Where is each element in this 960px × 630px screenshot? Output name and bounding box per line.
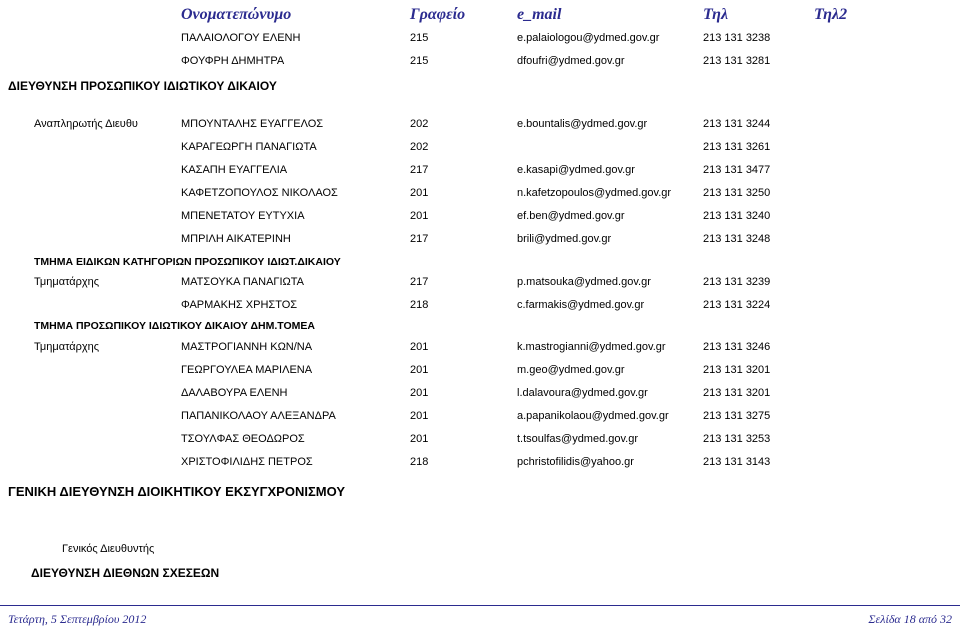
column-header-phone: Τηλ [703,6,729,23]
row-phone: 213 131 3244 [703,118,771,130]
row-phone: 213 131 3143 [703,456,771,468]
row-name: ΓΕΩΡΓΟΥΛΕΑ ΜΑΡΙΛΕΝΑ [181,364,313,376]
row-name: ΚΑΣΑΠΗ ΕΥΑΓΓΕΛΙΑ [181,164,288,176]
column-header-name: Ονοματεπώνυμο [181,6,292,23]
row-phone: 213 131 3261 [703,141,771,153]
row-office: 201 [410,341,429,353]
row-office: 217 [410,164,429,176]
row-name: ΔΑΛΑΒΟΥΡΑ ΕΛΕΝΗ [181,387,288,399]
row-office: 217 [410,276,429,288]
row-name: ΜΑΣΤΡΟΓΙΑΝΝΗ ΚΩΝ/ΝΑ [181,341,313,353]
row-name: ΜΠΕΝΕΤΑΤΟΥ ΕΥΤΥΧΙΑ [181,210,305,222]
row-office: 215 [410,55,429,67]
section-heading-international: ΔΙΕΥΘΥΝΣΗ ΔΙΕΘΝΩΝ ΣΧΕΣΕΩΝ [31,566,220,580]
row-phone: 213 131 3246 [703,341,771,353]
column-header-email: e_mail [517,6,562,23]
section-heading-dept-public: ΤΜΗΜΑ ΠΡΟΣΩΠΙΚΟΥ ΙΔΙΩΤΙΚΟΥ ΔΙΚΑΙΟΥ ΔΗΜ.ΤΟΜΕΑ [34,320,315,332]
row-phone: 213 131 3239 [703,276,771,288]
row-email[interactable]: c.farmakis@ydmed.gov.gr [517,299,645,311]
row-email[interactable]: p.matsouka@ydmed.gov.gr [517,276,651,288]
row-phone: 213 131 3250 [703,187,771,199]
row-phone: 213 131 3275 [703,410,771,422]
row-role: Αναπληρωτής Διευθυ [34,118,138,130]
row-email[interactable]: pchristofilidis@yahoo.gr [517,456,634,468]
row-email[interactable]: t.tsoulfas@ydmed.gov.gr [517,433,639,445]
row-office: 217 [410,233,429,245]
row-name: ΜΠΟΥΝΤΑΛΗΣ ΕΥΑΓΓΕΛΟΣ [181,118,324,130]
row-office: 201 [410,410,429,422]
row-email[interactable]: brili@ydmed.gov.gr [517,233,612,245]
column-header-office: Γραφείο [410,6,466,23]
row-phone: 213 131 3201 [703,387,771,399]
row-role: Τμηματάρχης [34,276,100,288]
row-email[interactable]: ef.ben@ydmed.gov.gr [517,210,625,222]
row-office: 202 [410,118,429,130]
row-office: 202 [410,141,429,153]
general-director-label: Γενικός Διευθυντής [62,543,155,555]
column-header-phone2: Τηλ2 [814,6,848,23]
row-office: 218 [410,299,429,311]
row-office: 201 [410,187,429,199]
row-phone: 213 131 3248 [703,233,771,245]
row-name: ΦΑΡΜΑΚΗΣ ΧΡΗΣΤΟΣ [181,299,298,311]
section-heading-general-directorate: ΓΕΝΙΚΗ ΔΙΕΥΘΥΝΣΗ ΔΙΟΙΚΗΤΙΚΟΥ ΕΚΣΥΓΧΡΟΝΙΣΜΟΥ [8,484,346,499]
section-heading-dept-special: ΤΜΗΜΑ ΕΙΔΙΚΩΝ ΚΑΤΗΓΟΡΙΩΝ ΠΡΟΣΩΠΙΚΟΥ ΙΔΙΩΤ.ΔΙΚΑΙΟΥ [34,256,341,268]
row-office: 201 [410,387,429,399]
row-email[interactable]: e.kasapi@ydmed.gov.gr [517,164,635,176]
row-email[interactable]: dfoufri@ydmed.gov.gr [517,55,625,67]
row-phone: 213 131 3201 [703,364,771,376]
row-phone: 213 131 3238 [703,32,771,44]
row-email[interactable]: k.mastrogianni@ydmed.gov.gr [517,341,666,353]
row-office: 215 [410,32,429,44]
row-email[interactable]: e.bountalis@ydmed.gov.gr [517,118,648,130]
row-email[interactable]: l.dalavoura@ydmed.gov.gr [517,387,648,399]
row-role: Τμηματάρχης [34,341,100,353]
row-phone: 213 131 3253 [703,433,771,445]
row-phone: 213 131 3224 [703,299,771,311]
row-name: ΤΣΟΥΛΦΑΣ ΘΕΟΔΩΡΟΣ [181,433,305,445]
row-name: ΚΑΡΑΓΕΩΡΓΗ ΠΑΝΑΓΙΩΤΑ [181,141,317,153]
row-name: ΚΑΦΕΤΖΟΠΟΥΛΟΣ ΝΙΚΟΛΑΟΣ [181,187,338,199]
footer-date: Τετάρτη, 5 Σεπτεμβρίου 2012 [8,612,147,626]
row-email[interactable]: a.papanikolaou@ydmed.gov.gr [517,410,669,422]
row-phone: 213 131 3240 [703,210,771,222]
row-phone: 213 131 3477 [703,164,771,176]
row-office: 201 [410,210,429,222]
row-office: 201 [410,433,429,445]
row-email[interactable]: e.palaiologou@ydmed.gov.gr [517,32,660,44]
row-name: ΧΡΙΣΤΟΦΙΛΙΔΗΣ ΠΕΤΡΟΣ [181,456,313,468]
section-heading-directorate-private: ΔΙΕΥΘΥΝΣΗ ΠΡΟΣΩΠΙΚΟΥ ΙΔΙΩΤΙΚΟΥ ΔΙΚΑΙΟΥ [8,79,277,93]
row-name: ΦΟΥΦΡΗ ΔΗΜΗΤΡΑ [181,55,285,67]
row-name: ΜΑΤΣΟΥΚΑ ΠΑΝΑΓΙΩΤΑ [181,276,305,288]
row-email[interactable]: n.kafetzopoulos@ydmed.gov.gr [517,187,672,199]
row-office: 201 [410,364,429,376]
row-phone: 213 131 3281 [703,55,771,67]
row-email[interactable]: m.geo@ydmed.gov.gr [517,364,625,376]
row-name: ΜΠΡΙΛΗ ΑΙΚΑΤΕΡΙΝΗ [181,233,291,245]
footer-rule [0,605,960,606]
footer-page-number: Σελίδα 18 από 32 [868,612,952,626]
row-office: 218 [410,456,429,468]
row-name: ΠΑΠΑΝΙΚΟΛΑΟΥ ΑΛΕΞΑΝΔΡΑ [181,410,336,422]
row-name: ΠΑΛΑΙΟΛΟΓΟΥ ΕΛΕΝΗ [181,32,301,44]
